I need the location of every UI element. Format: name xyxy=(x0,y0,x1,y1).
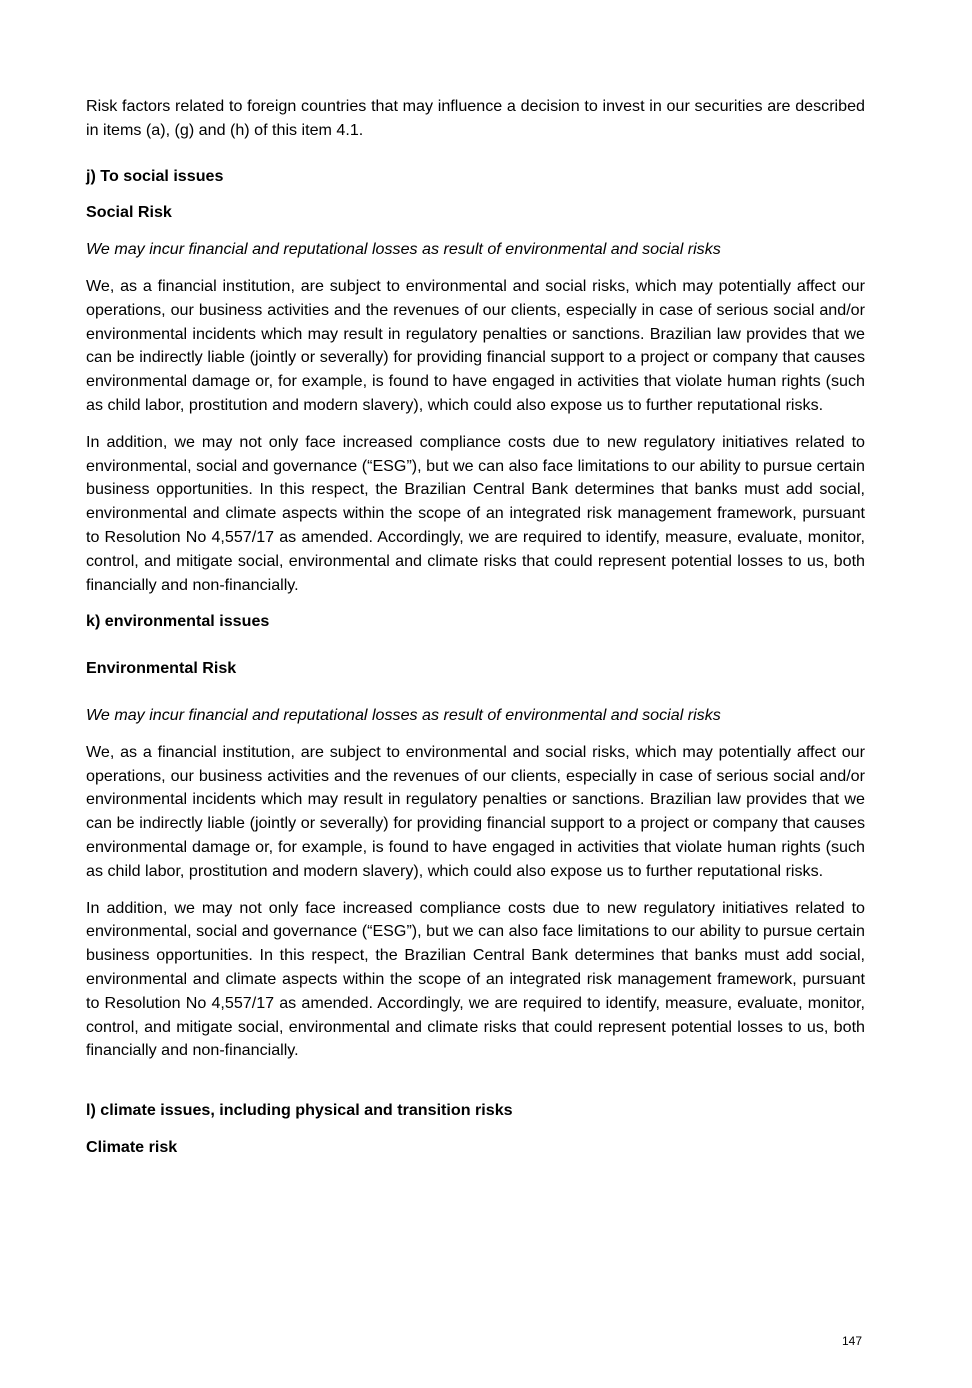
environmental-risk-paragraph-1: We, as a financial institution, are subject to environmental and social risks, which may potentially affect our operations, our business activities and the revenues of our clients, especially in case of serious social and/or environmental incidents which may result in regulatory penalties or sanctions. Brazilian law provides that we can be indirectly liable (jointly or severally) for providing financial support to a project or company that causes environmental damage or, for example, is found to have engaged in activities that violate human rights (such as child labor, prostitution and modern slavery), which could also expose us to further reputational risks. xyxy=(86,742,865,880)
climate-risk-subheading: Climate risk xyxy=(86,1137,178,1156)
section-climate-issues xyxy=(86,1099,865,1160)
page-number: 147 xyxy=(841,1334,862,1348)
intro-paragraph: Risk factors related to foreign countries that may influence a decision to invest in our securities are described in items (a), (g) and (h) of this item 4.1. xyxy=(86,97,865,139)
social-risk-summary: We may incur financial and reputational losses as result of environmental and social risks xyxy=(86,240,721,259)
section-k-heading: k) environmental issues xyxy=(86,612,270,631)
section-environmental-issues xyxy=(86,610,865,1063)
environmental-risk-subheading: Environmental Risk xyxy=(86,659,237,678)
social-risk-paragraph-1: We, as a financial institution, are subject to environmental and social risks, which may potentially affect our operations, our business activities and the revenues of our clients, especially in case of serious social and/or environmental incidents which may result in regulatory penalties or sanctions. Brazilian law provides that we can be indirectly liable (jointly or severally) for providing financial support to a project or company that causes environmental damage or, for example, is found to have engaged in activities that violate human rights (such as child labor, prostitution and modern slavery), which could also expose us to further reputational risks. xyxy=(86,276,865,414)
section-social-issues xyxy=(86,165,865,598)
social-risk-paragraph-2: In addition, we may not only face increased compliance costs due to new regulatory initiatives related to environmental, social and governance (“ESG”), but we can also face limitations to our ability to pursue certain business opportunities. In this respect, the Brazilian Central Bank determines that banks must add social, environmental and climate aspects within the scope of an integrated risk management framework, pursuant to Resolution No 4,557/17 as amended. Accordingly, we are required to identify, measure, evaluate, monitor, control, and mitigate social, environmental and climate risks that could represent potential losses to us, both financially and non-financially. xyxy=(86,432,865,594)
environmental-risk-summary: We may incur financial and reputational losses as result of environmental and social risks xyxy=(86,705,721,724)
section-l-heading: l) climate issues, including physical and transition risks xyxy=(86,1101,513,1120)
environmental-risk-paragraph-2: In addition, we may not only face increased compliance costs due to new regulatory initiatives related to environmental, social and governance (“ESG”), but we can also face limitations to our ability to pursue certain business opportunities. In this respect, the Brazilian Central Bank determines that banks must add social, environmental and climate aspects within the scope of an integrated risk management framework, pursuant to Resolution No 4,557/17 as amended. Accordingly, we are required to identify, measure, evaluate, monitor, control, and mitigate social, environmental and climate risks that could represent potential losses to us, both financially and non-financially. xyxy=(86,898,865,1060)
section-j-heading: j) To social issues xyxy=(86,166,224,185)
social-risk-subheading: Social Risk xyxy=(86,203,172,222)
document-page xyxy=(86,95,865,1160)
